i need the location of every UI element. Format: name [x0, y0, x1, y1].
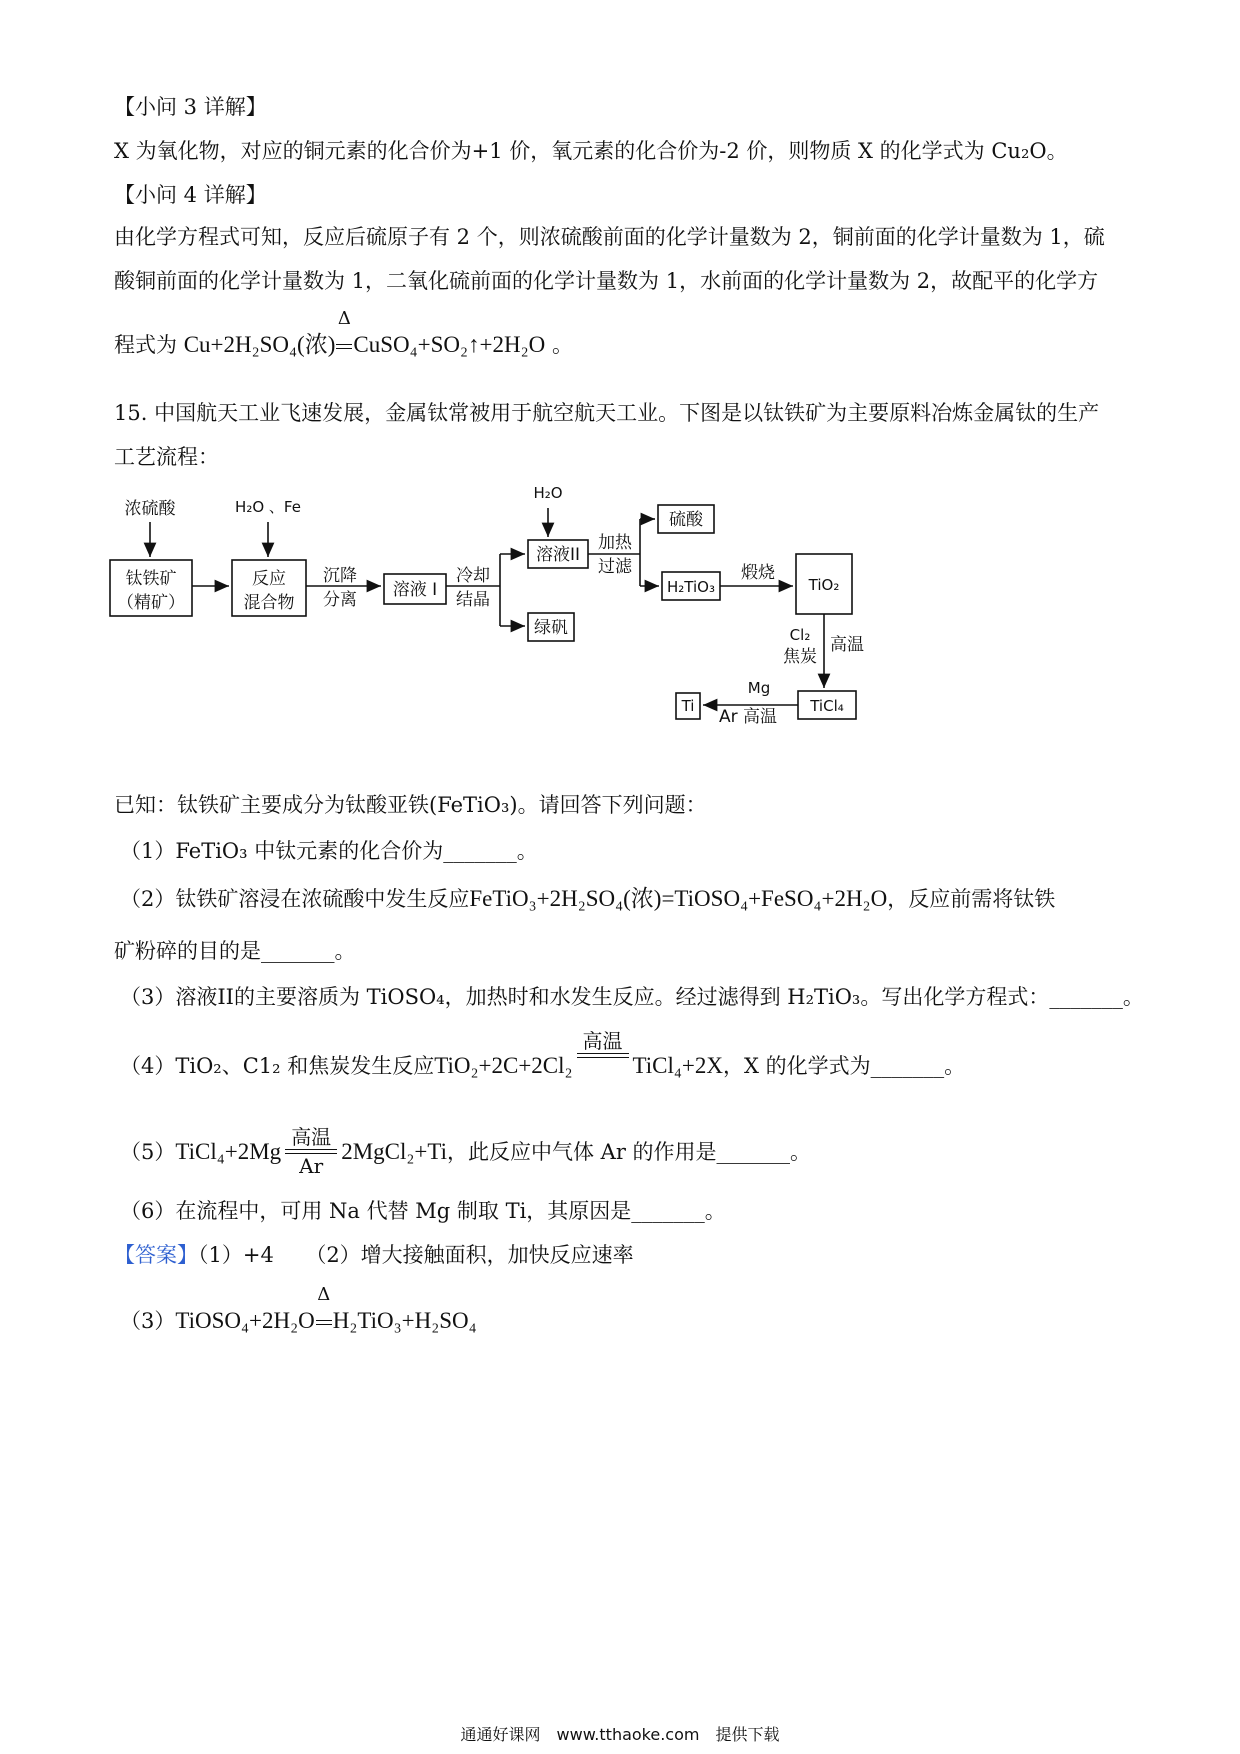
label-filter: 过滤	[598, 557, 632, 577]
subquestion-3-explanation: X 为氧化物，对应的铜元素的化合价为+1 价，氧元素的化合价为-2 价，则物质 X 的化学式为 Cu₂O。	[114, 139, 1068, 163]
label-mg: Mg	[747, 679, 771, 697]
subquestion-5: （5）TiCl₄+2Mg 高温 Ar 2MgCl₂+Ti，此反应中气体 Ar 的作用是_______。	[120, 1125, 812, 1178]
subquestion-4: （4）TiO₂、C1₂ 和焦炭发生反应TiO₂+2C+2Cl₂ 高温 TiCl₄+2X，X 的化学式为_______。	[120, 1042, 1140, 1093]
subquestion-3: （3）溶液II的主要溶质为 TiOSO₄，加热时和水发生反应。经过滤得到 H₂TiO₃。写出化学方程式：_______。	[120, 985, 1144, 1009]
label-h2o-fe: H₂O 、Fe	[235, 498, 301, 516]
subquestion-4-reactants: TiO₂+2C+2Cl₂	[434, 1053, 573, 1078]
label-conc-acid: 浓硫酸	[124, 499, 176, 519]
label-solution-2: 溶液II	[535, 545, 581, 565]
high-temp-argon-condition: 高温 Ar	[285, 1126, 337, 1177]
page-footer: 通通好课网 www.tthaoke.com 提供下载	[460, 1725, 780, 1744]
subquestion-4-products: TiCl₄+2X	[632, 1053, 724, 1078]
label-ore: 钛铁矿	[125, 569, 177, 589]
question-15-stem-line-2: 工艺流程：	[114, 445, 219, 469]
label-ti: Ti	[681, 697, 695, 715]
subquestion-5-products: 2MgCl₂+Ti	[341, 1139, 447, 1164]
label-cl2: Cl₂	[789, 626, 811, 644]
known-info: 已知：钛铁矿主要成分为钛酸亚铁(FeTiO₃)。请回答下列问题：	[114, 793, 707, 817]
label-solution-1: 溶液 I	[392, 580, 438, 600]
heat-condition: Δ	[335, 330, 353, 360]
label-coke: 焦炭	[783, 647, 817, 667]
label-h2tio3: H₂TiO₃	[667, 578, 715, 596]
subquestion-6: （6）在流程中，可用 Na 代替 Mg 制取 Ti，其原因是_______。	[120, 1199, 726, 1223]
label-reaction: 反应	[252, 569, 286, 589]
high-temp-condition: 高温	[577, 1030, 629, 1081]
label-settle: 沉降	[323, 566, 357, 586]
subquestion-4-explanation-line-1: 由化学方程式可知，反应后硫原子有 2 个，则浓硫酸前面的化学计量数为 2，铜前面的化学计量数为 1，硫	[114, 225, 1105, 249]
label-heat: 加热	[598, 533, 632, 553]
subquestion-1: （1）FeTiO₃ 中钛元素的化合价为_______。	[120, 839, 538, 863]
subquestion-2-equation: FeTiO₃+2H₂SO₄(浓)=TiOSO₄+FeSO₄+2H₂O	[469, 886, 888, 911]
label-ticl4: TiCl₄	[810, 697, 844, 715]
equation-reactants: Cu+2H₂SO₄(浓)	[183, 332, 336, 357]
answer-label: 【答案】	[114, 1243, 198, 1267]
equation-end: 。	[551, 333, 573, 357]
label-cool: 冷却	[456, 566, 490, 586]
subquestion-2-line-2: 矿粉碎的目的是_______。	[114, 939, 356, 963]
answer-3-heat-condition: Δ	[315, 1306, 333, 1336]
balanced-equation-line	[114, 308, 1134, 360]
label-mixture: 混合物	[243, 593, 295, 613]
answer-3-reactants: TiOSO₄+2H₂O	[175, 1308, 315, 1333]
answer-1-2: （1）+4 （2）增大接触面积，加快反应速率	[198, 1243, 634, 1267]
answer-3-products: H₂TiO₃+H₂SO₄	[332, 1308, 477, 1333]
subquestion-3-heading: 【小问 3 详解】	[114, 95, 267, 119]
label-h2o: H₂O	[533, 484, 563, 502]
label-crystallize: 结晶	[456, 590, 490, 610]
label-tio2: TiO₂	[808, 576, 840, 594]
label-calcine: 煅烧	[741, 563, 775, 583]
label-ar-high-temp: Ar 高温	[718, 707, 778, 727]
label-green-vitriol: 绿矾	[534, 618, 568, 638]
label-sulfuric-acid: 硫酸	[669, 510, 703, 530]
label-ore-concentrate: （精矿）	[117, 593, 185, 613]
subquestion-5-reactants: TiCl₄+2Mg	[175, 1139, 282, 1164]
process-flow-diagram	[100, 478, 980, 738]
subquestion-2-line-1: （2）钛铁矿溶浸在浓硫酸中发生反应FeTiO₃+2H₂SO₄(浓)=TiOSO₄+FeSO₄+2H₂O，反应前需将钛铁	[120, 886, 1056, 911]
subquestion-4-heading: 【小问 4 详解】	[114, 183, 267, 207]
equation-products: CuSO₄+SO₂↑+2H₂O	[353, 332, 546, 357]
label-high-temp: 高温	[830, 635, 864, 655]
answer-line-1	[114, 1240, 1134, 1270]
equation-intro: 程式为	[114, 333, 177, 357]
label-separate: 分离	[323, 590, 357, 610]
question-15-stem-line-1: 15. 中国航天工业飞速发展，金属钛常被用于航空航天工业。下图是以钛铁矿为主要原料冶炼金属钛的生产	[114, 401, 1100, 425]
answer-3: （3）TiOSO₄+2H₂O Δ H₂TiO₃+H₂SO₄	[120, 1306, 1140, 1336]
subquestion-4-explanation-line-2: 酸铜前面的化学计量数为 1，二氧化硫前面的化学计量数为 1，水前面的化学计量数为 2，故配平的化学方	[114, 269, 1099, 293]
